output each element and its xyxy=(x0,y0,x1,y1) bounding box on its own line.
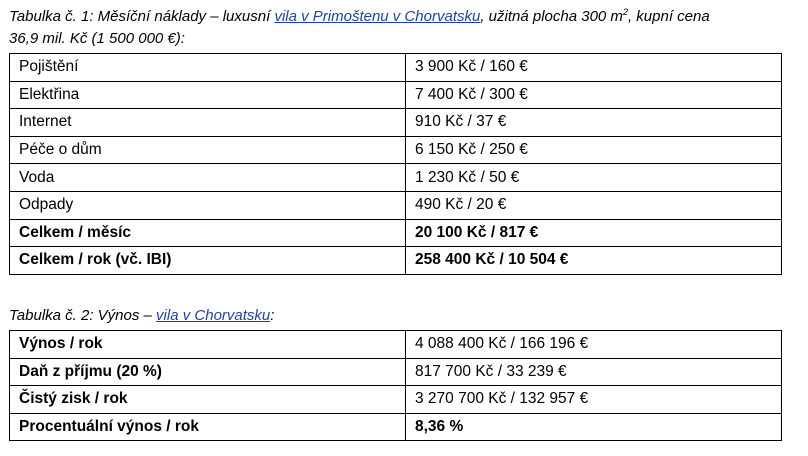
table1-caption xyxy=(9,6,710,50)
row-label: Procentuální výnos / rok xyxy=(10,413,406,441)
row-label: Celkem / měsíc xyxy=(10,219,406,247)
row-label: Daň z příjmu (20 %) xyxy=(10,358,406,386)
yield-table xyxy=(9,330,782,441)
table-row-total-month xyxy=(10,219,782,247)
row-label: Výnos / rok xyxy=(10,331,406,359)
row-value: 490 Kč / 20 € xyxy=(406,191,782,219)
table2-caption-lead: Tabulka č. 2: Výnos – xyxy=(9,307,157,324)
table1-caption-sup: 2 xyxy=(622,7,628,17)
table1-caption-tail: , kupní cena xyxy=(627,8,710,25)
table-row xyxy=(10,164,782,192)
row-value: 6 150 Kč / 250 € xyxy=(406,136,782,164)
row-label: Čistý zisk / rok xyxy=(10,386,406,414)
table-row xyxy=(10,54,782,82)
table1-caption-line2: 36,9 mil. Kč (1 500 000 €): xyxy=(9,30,185,47)
table-row xyxy=(10,191,782,219)
table1-caption-mid: , užitná plocha 300 m xyxy=(480,8,623,25)
table1-caption-lead: Tabulka č. 1: Měsíční náklady – luxusní xyxy=(9,8,275,25)
table-row xyxy=(10,331,782,359)
table-row-total-year xyxy=(10,247,782,275)
row-value: 3 900 Kč / 160 € xyxy=(406,54,782,82)
row-value: 258 400 Kč / 10 504 € xyxy=(406,247,782,275)
row-label: Odpady xyxy=(10,191,406,219)
row-label: Péče o dům xyxy=(10,136,406,164)
row-value: 20 100 Kč / 817 € xyxy=(406,219,782,247)
table-row xyxy=(10,109,782,137)
row-value: 1 230 Kč / 50 € xyxy=(406,164,782,192)
table2-caption-tail: : xyxy=(270,307,275,324)
table-row xyxy=(10,81,782,109)
table-row xyxy=(10,386,782,414)
row-label: Voda xyxy=(10,164,406,192)
row-value: 910 Kč / 37 € xyxy=(406,109,782,137)
row-label: Pojištění xyxy=(10,54,406,82)
table1-caption-link[interactable]: vila v Primoštenu v Chorvatsku xyxy=(274,8,481,25)
row-label: Elektřina xyxy=(10,81,406,109)
row-value: 7 400 Kč / 300 € xyxy=(406,81,782,109)
table-row xyxy=(10,136,782,164)
row-value: 4 088 400 Kč / 166 196 € xyxy=(406,331,782,359)
monthly-costs-table xyxy=(9,53,782,275)
table2-caption xyxy=(9,305,274,327)
row-label: Celkem / rok (vč. IBI) xyxy=(10,247,406,275)
row-value: 8,36 % xyxy=(406,413,782,441)
table-row-yield-percent xyxy=(10,413,782,441)
table-row xyxy=(10,358,782,386)
row-value: 3 270 700 Kč / 132 957 € xyxy=(406,386,782,414)
row-value: 817 700 Kč / 33 239 € xyxy=(406,358,782,386)
table2-caption-link[interactable]: vila v Chorvatsku xyxy=(156,307,271,324)
row-label: Internet xyxy=(10,109,406,137)
